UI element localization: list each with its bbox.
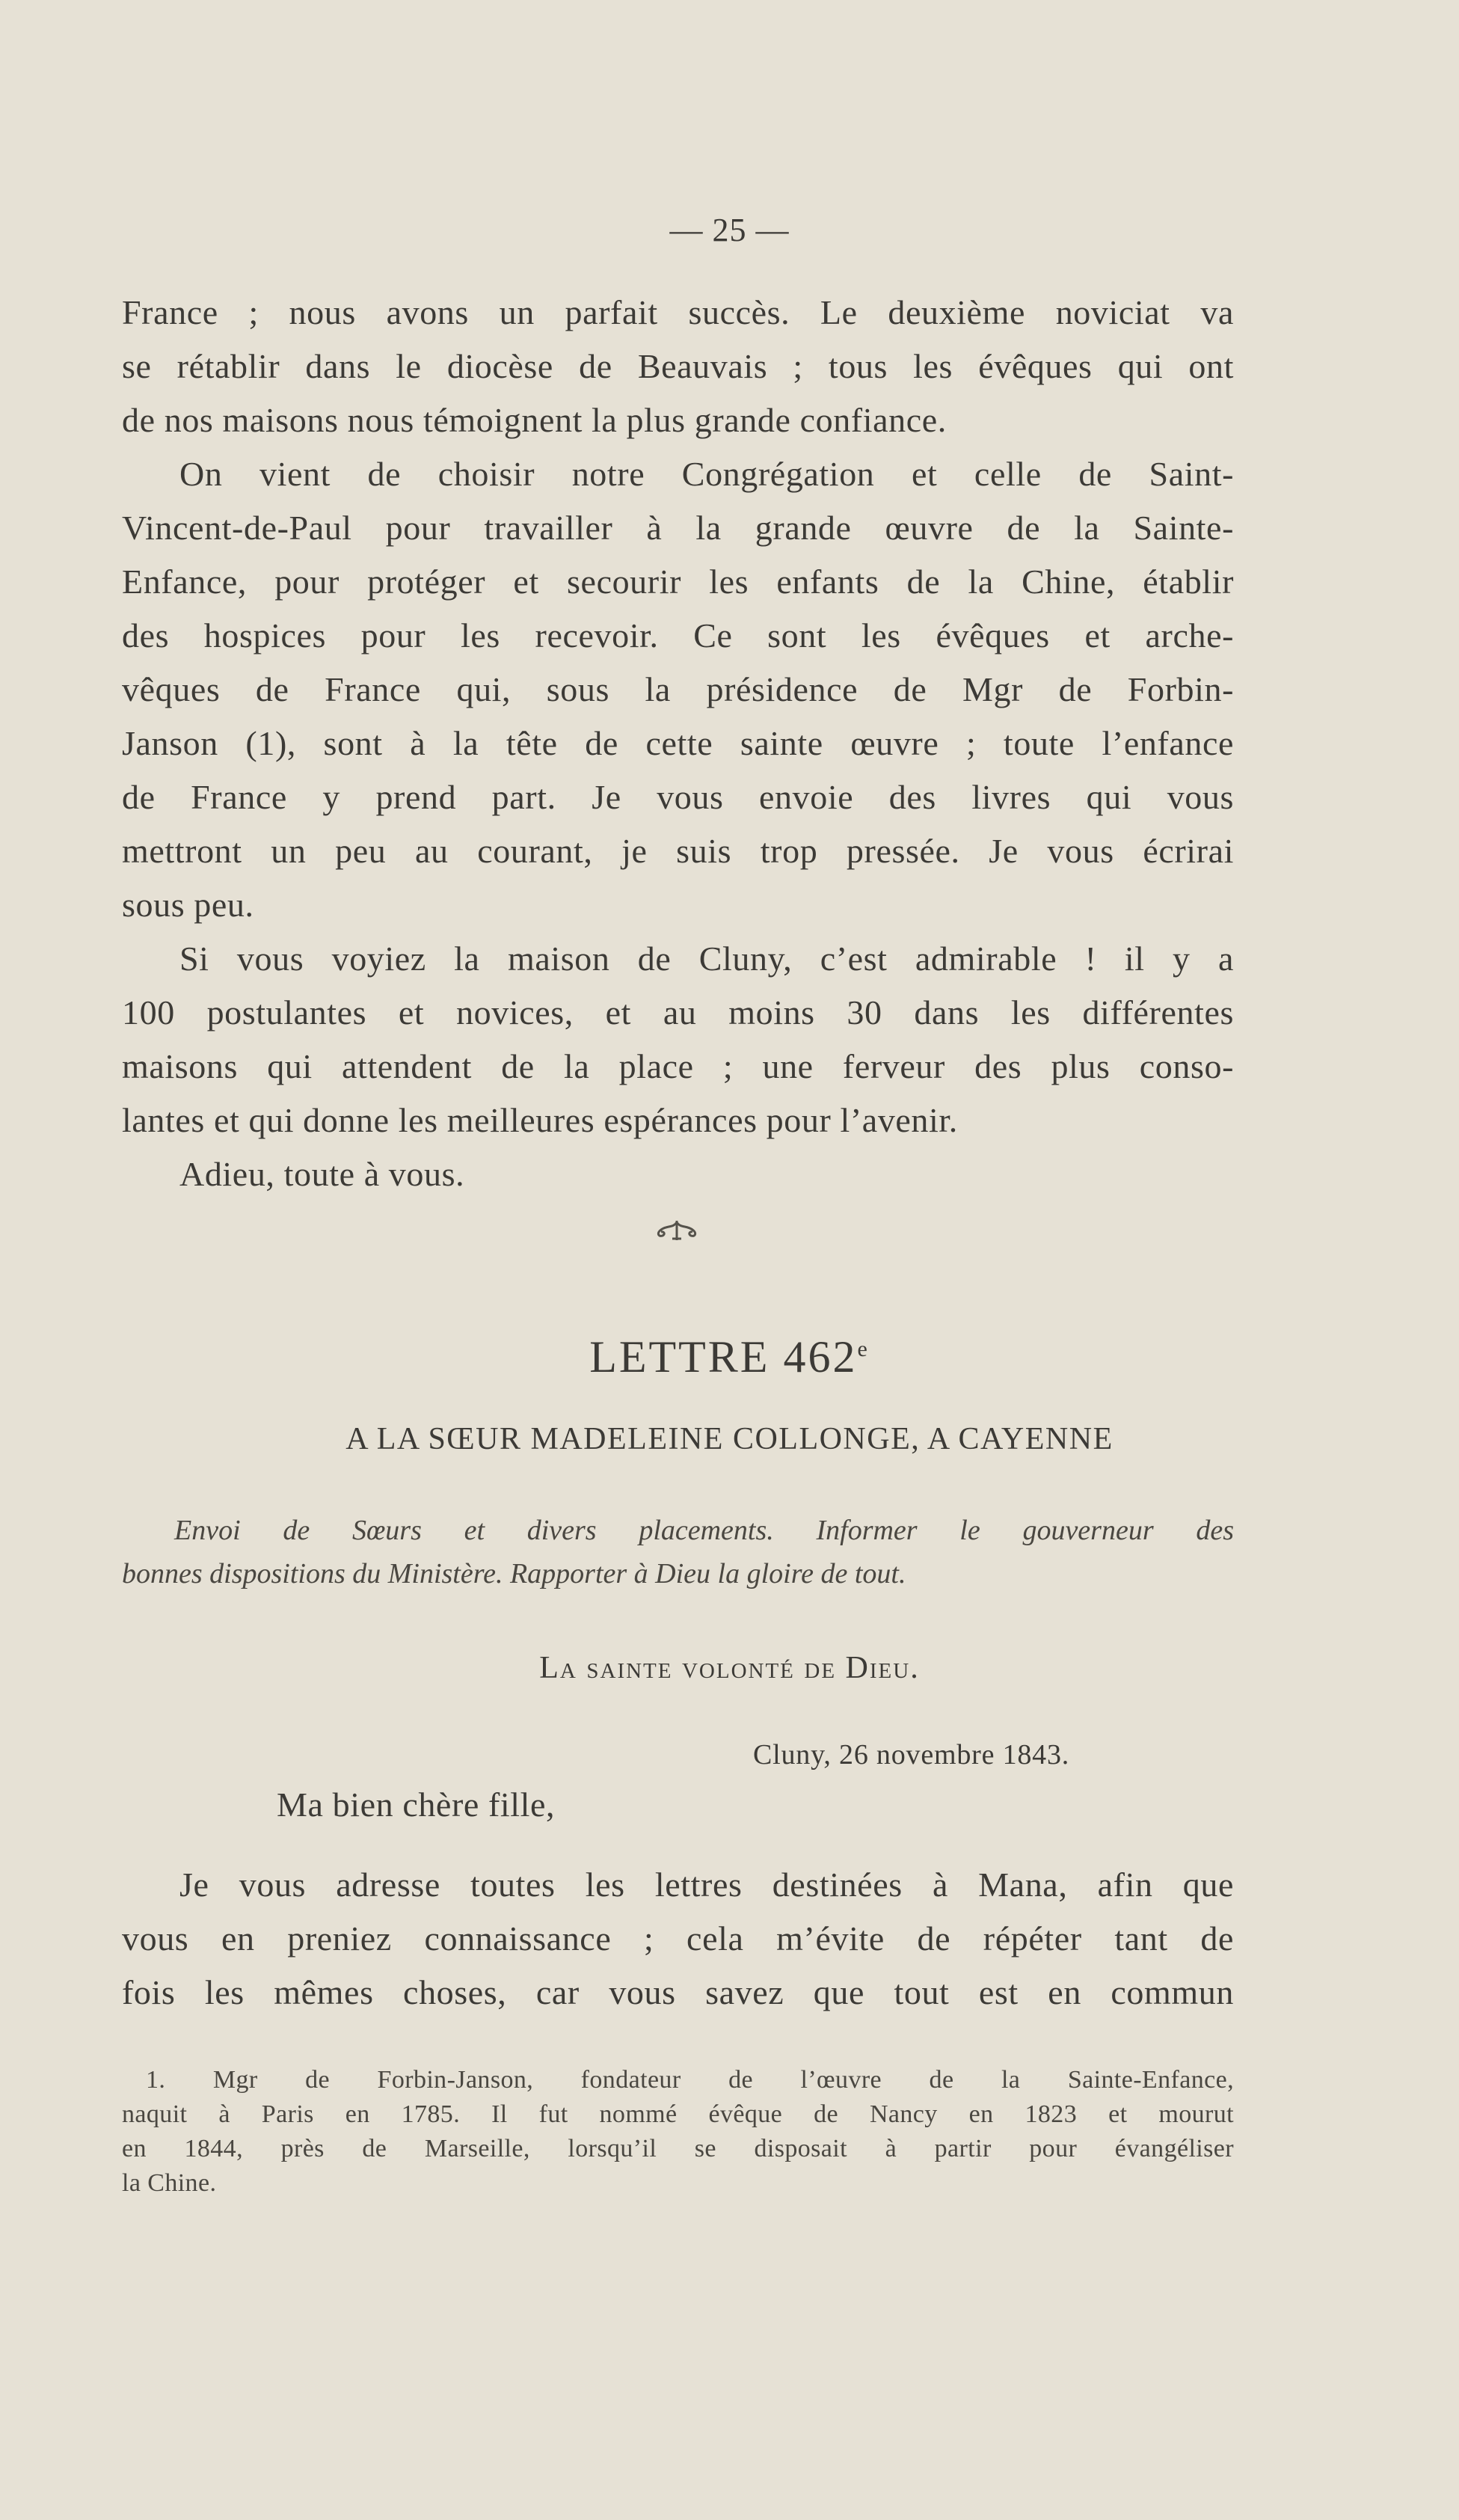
text-line: Janson (1), sont à la tête de cette sainte œuvre ; toute l’enfance [122, 724, 1234, 762]
page-number: — 25 — [669, 212, 790, 248]
footnote-line: en 1844, près de Marseille, lorsqu’il se disposait à partir pour évangéliser [122, 2135, 1234, 2162]
letter-recipient: A LA SŒUR MADELEINE COLLONGE, A CAYENNE [345, 1422, 1114, 1456]
text-line: Enfance, pour protéger et secourir les enfants de la Chine, établir [122, 562, 1234, 601]
letter-motto: La sainte volonté de Dieu. [539, 1651, 920, 1685]
footnote-line: naquit à Paris en 1785. Il fut nommé évêque de Nancy en 1823 et mourut [122, 2100, 1234, 2128]
text-line: vêques de France qui, sous la présidence de Mgr de Forbin- [122, 670, 1234, 708]
text-line: sous peu. [122, 886, 254, 924]
text-line: se rétablir dans le diocèse de Beauvais ; tous les évêques qui ont [122, 347, 1234, 385]
text-line: Si vous voyiez la maison de Cluny, c’est admirable ! il y a [179, 939, 1234, 978]
text-line: Je vous adresse toutes les lettres destinées à Mana, afin que [179, 1866, 1234, 1904]
place-date: Cluny, 26 novembre 1843. [753, 1739, 1070, 1771]
text-line: des hospices pour les recevoir. Ce sont les évêques et arche- [122, 616, 1234, 654]
fleuron-ornament-icon [651, 1218, 703, 1245]
text-line: de France y prend part. Je vous envoie des livres qui vous [122, 778, 1234, 816]
text-line: Adieu, toute à vous. [179, 1155, 465, 1193]
letter-title-sup: e [857, 1337, 870, 1361]
footnote-line: la Chine. [122, 2169, 217, 2197]
text-line: France ; nous avons un parfait succès. Le deuxième noviciat va [122, 293, 1234, 331]
letter-title-text: LETTRE 462 [589, 1332, 858, 1382]
footnote-line: 1. Mgr de Forbin-Janson, fondateur de l’œuvre de la Sainte-Enfance, [146, 2066, 1234, 2094]
text-line: Vincent-de-Paul pour travailler à la grande œuvre de la Sainte- [122, 509, 1234, 547]
letter-title [0, 1331, 1459, 1383]
text-line: 100 postulantes et novices, et au moins 30 dans les différentes [122, 993, 1234, 1031]
text-line: maisons qui attendent de la place ; une ferveur des plus conso- [122, 1047, 1234, 1085]
text-line: mettront un peu au courant, je suis trop pressée. Je vous écrirai [122, 832, 1234, 870]
summary-line: bonnes dispositions du Ministère. Rapporter à Dieu la gloire de tout. [122, 1558, 906, 1589]
text-line: fois les mêmes choses, car vous savez que tout est en commun [122, 1973, 1234, 2011]
text-line: lantes et qui donne les meilleures espérances pour l’avenir. [122, 1101, 958, 1139]
text-line: de nos maisons nous témoignent la plus grande confiance. [122, 401, 947, 439]
text-line: vous en preniez connaissance ; cela m’évite de répéter tant de [122, 1919, 1234, 1958]
text-line: On vient de choisir notre Congrégation et celle de Saint- [179, 455, 1234, 493]
salutation: Ma bien chère fille, [277, 1785, 556, 1824]
summary-line: Envoi de Sœurs et divers placements. Informer le gouverneur des [174, 1515, 1234, 1546]
